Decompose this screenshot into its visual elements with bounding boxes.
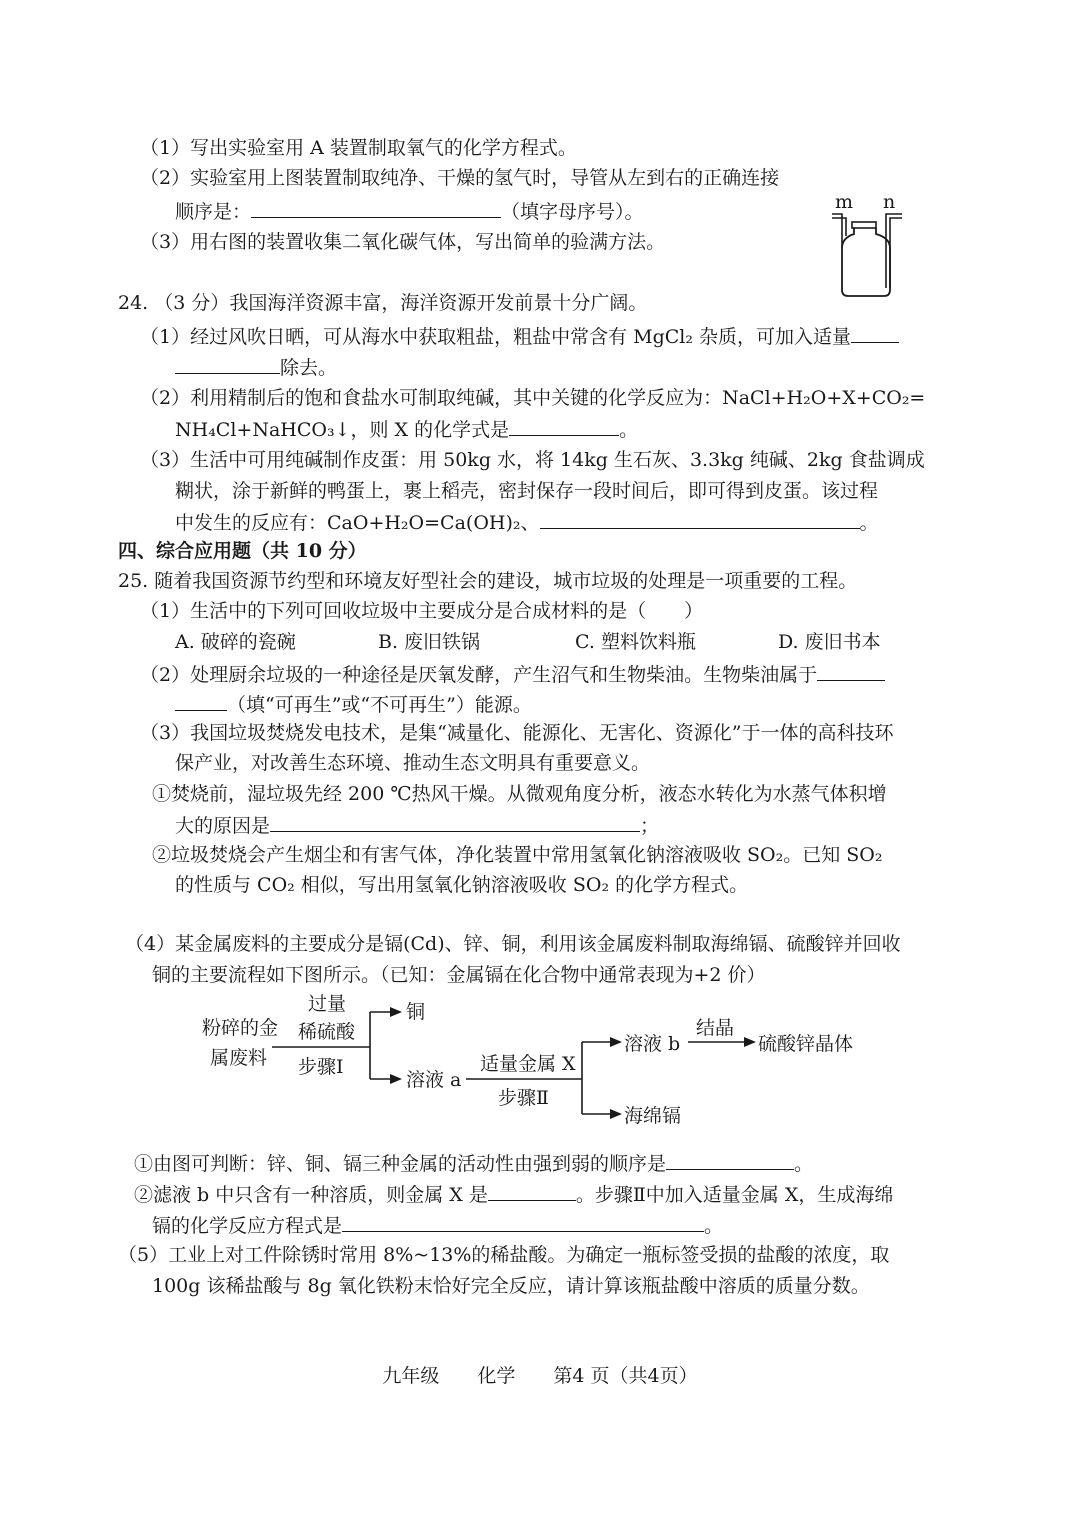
q25-option-d[interactable]: D. 废旧书本 (778, 631, 881, 653)
flow-crystallize-label: 结晶 (696, 1017, 735, 1039)
q25-part4-sub1-text: ①由图可判断：锌、铜、镉三种金属的活动性由强到弱的顺序是 (134, 1153, 667, 1175)
q23-part2-line1: （2）实验室用上图装置制取纯净、干燥的氢气时，导管从左到右的正确连接 (140, 167, 780, 189)
flow-zinc-sulfate: 硫酸锌晶体 (758, 1033, 854, 1055)
q25-part1: （1）生活中的下列可回收垃圾中主要成分是合成材料的是（ ） (140, 600, 704, 622)
q24-part2-line1: （2）利用精制后的饱和食盐水可制取纯碱，其中关键的化学反应为：NaCl+H₂O+X+CO₂= (140, 387, 926, 409)
q23-answer-blank[interactable] (251, 195, 501, 218)
q24-part2-suffix: 。 (619, 419, 639, 441)
flow-step2-label: 步骤Ⅱ (498, 1087, 549, 1109)
q24-part3-prefix: 中发生的反应有：CaO+H₂O=Ca(OH)₂、 (175, 512, 540, 534)
q25-part2-line2 (175, 688, 532, 720)
q25-sub1-line1: ①焚烧前，湿垃圾先经 200 ℃热风干燥。从微观角度分析，液态水转化为水蒸气体积增 (152, 783, 887, 805)
section-4-title: 四、综合应用题（共 10 分） (118, 540, 367, 562)
q23-part3: （3）用右图的装置收集二氧化碳气体，写出简单的验满方法。 (140, 231, 666, 253)
q25-sub1-blank[interactable] (270, 809, 640, 832)
flow-start-line1: 粉碎的金 (202, 1017, 279, 1039)
q25-sub1-line2 (175, 809, 659, 841)
q25-sub2-line2: 的性质与 CO₂ 相似，写出用氢氧化钠溶液吸收 SO₂ 的化学方程式。 (175, 874, 749, 896)
q24-part3-line1: （3）生活中可用纯碱制作皮蛋：用 50kg 水，将 14kg 生石灰、3.3kg 纯碱、2kg 食盐调成 (140, 449, 925, 471)
q24-part1-text: （1）经过风吹日晒，可从海水中获取粗盐，粗盐中常含有 MgCl₂ 杂质，可加入适量 (140, 326, 852, 348)
q25-sub1-prefix: 大的原因是 (175, 815, 271, 837)
q24-part3-line3 (175, 506, 879, 538)
q25-part4-sub2-line2 (152, 1209, 723, 1241)
q23-part1: （1）写出实验室用 A 装置制取氧气的化学方程式。 (140, 137, 577, 159)
q24-part2-prefix: NH₄Cl+NaHCO₃↓，则 X 的化学式是 (175, 419, 510, 441)
bottle-label-m: m (835, 192, 854, 213)
q25-part4-sub2-mid: 。步骤Ⅱ中加入适量金属 X，生成海绵 (575, 1184, 894, 1206)
q25-part3-line1: （3）我国垃圾焚烧发电技术，是集“减量化、能源化、无害化、资源化”于一体的高科技环 (140, 722, 894, 744)
q24-part2-blank[interactable] (509, 413, 619, 436)
q25-part2-blank-a[interactable] (817, 658, 885, 681)
flow-solution-a: 溶液 a (406, 1069, 462, 1091)
q24-part1-line2 (175, 351, 337, 383)
flow-metal-x-label: 适量金属 X (480, 1053, 576, 1075)
q25-option-c[interactable]: C. 塑料饮料瓶 (575, 631, 696, 653)
q25-part2-text: （2）处理厨余垃圾的一种途径是厌氧发酵，产生沼气和生物柴油。生物柴油属于 (140, 664, 818, 686)
q25-part4-sub1 (134, 1147, 813, 1179)
q25-option-b[interactable]: B. 废旧铁锅 (378, 631, 481, 653)
q25-part4-sub2-suffix: 。 (704, 1215, 724, 1237)
q25-heading: 25. 随着我国资源节约型和环境友好型社会的建设，城市垃圾的处理是一项重要的工程。 (118, 570, 858, 592)
q24-part1-suffix: 除去。 (280, 357, 338, 379)
q25-sub2-line1: ②垃圾焚烧会产生烟尘和有害气体，净化装置中常用氢氧化钠溶液吸收 SO₂。已知 SO₂ (152, 844, 883, 866)
q24-part1-line1 (140, 320, 899, 352)
q25-part4-sub2-blank-b[interactable] (342, 1209, 704, 1232)
q25-part4-sub2-text: ②滤液 b 中只含有一种溶质，则金属 X 是 (134, 1184, 488, 1206)
q24-part1-blank-a[interactable] (851, 320, 899, 343)
bottle-label-n: n (883, 192, 896, 213)
q25-part4-sub2-line1 (134, 1178, 893, 1210)
q24-part3-line2: 糊状，涂于新鲜的鸭蛋上，裹上稻壳，密封保存一段时间后，即可得到皮蛋。该过程 (175, 480, 879, 502)
q24-part3-blank[interactable] (540, 506, 860, 529)
q25-part2-line1 (140, 658, 885, 690)
q24-part2-line2 (175, 413, 638, 445)
q25-part4-sub2-prefix: 镉的化学反应方程式是 (152, 1215, 343, 1237)
flow-sponge-cadmium: 海绵镉 (624, 1105, 682, 1127)
gas-bottle-diagram (828, 192, 906, 300)
q25-option-a[interactable]: A. 破碎的瓷碗 (175, 631, 296, 653)
q25-part4-sub1-blank[interactable] (666, 1147, 794, 1170)
q25-part4-sub2-blank-a[interactable] (488, 1178, 576, 1201)
page-footer: 九年级 化学 第4 页（共4页） (382, 1365, 698, 1387)
q23-part2-line2 (175, 195, 644, 227)
q24-part1-blank-b[interactable] (175, 351, 280, 374)
q25-part3-line2: 保产业，对改善生态环境、推动生态文明具有重要意义。 (175, 752, 651, 774)
q25-part2-blank-b[interactable] (175, 688, 227, 711)
q25-part4-line2: 铜的主要流程如下图所示。（已知：金属镉在化合物中通常表现为+2 价） (152, 964, 766, 986)
q25-part2-suffix: （填“可再生”或“不可再生”）能源。 (227, 694, 532, 716)
flow-solution-b: 溶液 b (624, 1033, 681, 1055)
q25-part4-sub1-suffix: 。 (794, 1153, 814, 1175)
flow-reagent-line2: 稀硫酸 (298, 1021, 356, 1043)
flow-start-line2: 属废料 (210, 1047, 268, 1069)
flow-step1-label: 步骤Ⅰ (298, 1056, 344, 1078)
flow-reagent-line1: 过量 (308, 993, 347, 1015)
flow-copper: 铜 (406, 1001, 426, 1023)
q24-part3-suffix: 。 (859, 512, 879, 534)
q25-part5-line2: 100g 该稀盐酸与 8g 氧化铁粉末恰好完全反应，请计算该瓶盐酸中溶质的质量分数。 (152, 1275, 870, 1297)
q23-part2-suffix: （填字母序号）。 (501, 201, 644, 223)
q25-sub1-suffix: ； (640, 815, 660, 837)
process-flow-diagram (180, 990, 880, 1140)
q23-part2-prefix: 顺序是： (175, 201, 252, 223)
q25-part5-line1: （5）工业上对工件除锈时常用 8%~13%的稀盐酸。为确定一瓶标签受损的盐酸的浓度，取 (118, 1244, 890, 1266)
q25-part4-line1: （4）某金属废料的主要成分是镉(Cd)、锌、铜，利用该金属废料制取海绵镉、硫酸锌并回收 (125, 933, 901, 955)
q24-heading: 24. （3 分）我国海洋资源丰富，海洋资源开发前景十分广阔。 (118, 292, 648, 314)
